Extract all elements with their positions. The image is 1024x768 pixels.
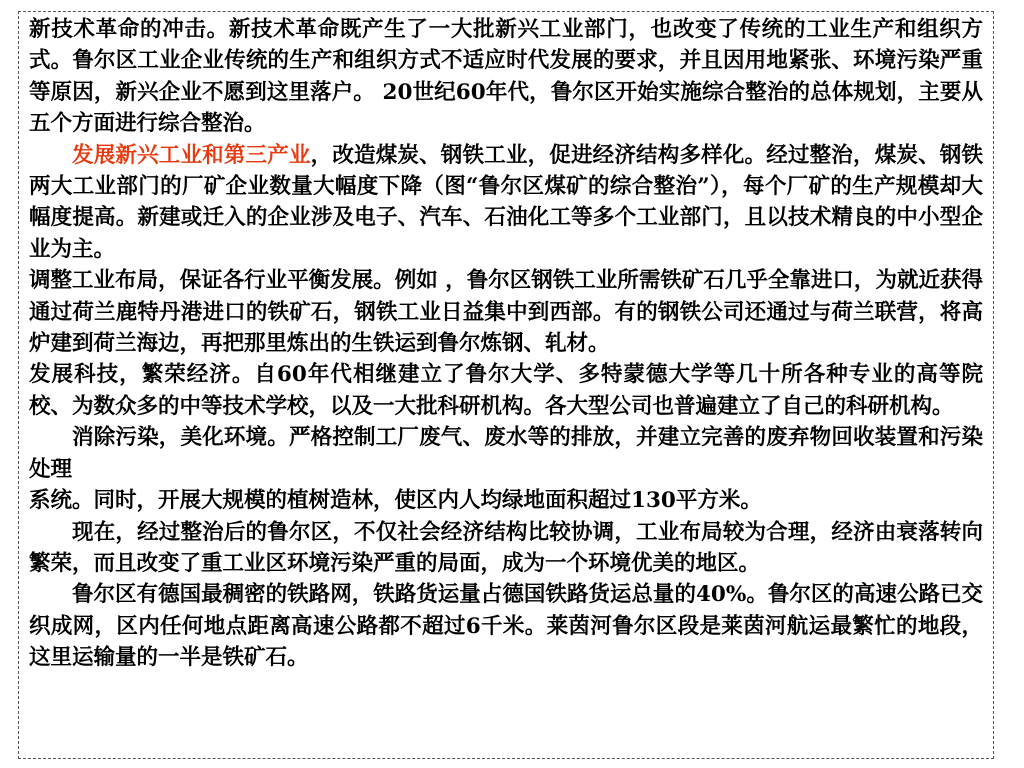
paragraph-intro: 新技术革命的冲击。新技术革命既产生了一大批新兴工业部门，也改变了传统的工业生产和组织方式。鲁尔区工业企业传统的生产和组织方式不适应时代发展的要求，并且因用地紧张、环境污染严重等原因，新兴企业不愿到这里落户。 20世纪60年代，鲁尔区开始实施综合整治的总体规划，主要从五个方面进行综合整治。 — [29, 17, 983, 137]
paragraph-transport: 鲁尔区有德国最稠密的铁路网，铁路货运量占德国铁路货运总量的40%。鲁尔区的高速公路已交织成网，区内任何地点距离高速公路都不超过6千米。莱茵河鲁尔区段是莱茵河航运最繁忙的地段，这里运输量的一半是铁矿石。 — [29, 582, 983, 671]
paragraph-new-industry-text: ，改造煤炭、钢铁工业，促进经济结构多样化。经过整治，煤炭、钢铁两大工业部门的厂矿企业数量大幅度下降（图“鲁尔区煤矿的综合整治”），每个厂矿的生产规模却大幅度提高。新建或迁入的企业涉及电子、汽车、石油化工等多个工业部门，且以技术精良的中小型企业为主。 — [29, 142, 983, 262]
paragraph-industrial-layout: 调整工业布局，保证各行业平衡发展。例如 ，鲁尔区钢铁工业所需铁矿石几乎全靠进口，为就近获得通过荷兰鹿特丹港进口的铁矿石，钢铁工业日益集中到西部。有的钢铁公司还通过与荷兰联营，将高炉建到荷兰海边，再把那里炼出的生铁运到鲁尔炼钢、轧材。 — [29, 268, 983, 357]
document-body — [29, 14, 983, 674]
paragraph-pollution-control: 消除污染，美化环境。严格控制工厂废气、废水等的排放，并建立完善的废弃物回收装置和污染处理 — [29, 425, 983, 482]
paragraph-new-industry — [29, 140, 983, 266]
paragraph-pollution-control-continued: 系统。同时，开展大规模的植树造林，使区内人均绿地面积超过130平方米。 — [29, 488, 762, 514]
paragraph-science-technology: 发展科技，繁荣经济。自60年代相继建立了鲁尔大学、多特蒙德大学等几十所各种专业的高等院校、为数众多的中等技术学校，以及一大批科研机构。各大型公司也普遍建立了自己的科研机构。 — [29, 362, 983, 419]
text-frame — [18, 11, 994, 759]
highlighted-heading: 发展新兴工业和第三产业 — [72, 142, 311, 168]
paragraph-current-status: 现在，经过整治后的鲁尔区，不仅社会经济结构比较协调，工业布局较为合理，经济由衰落转向繁荣，而且改变了重工业区环境污染严重的局面，成为一个环境优美的地区。 — [29, 519, 983, 576]
